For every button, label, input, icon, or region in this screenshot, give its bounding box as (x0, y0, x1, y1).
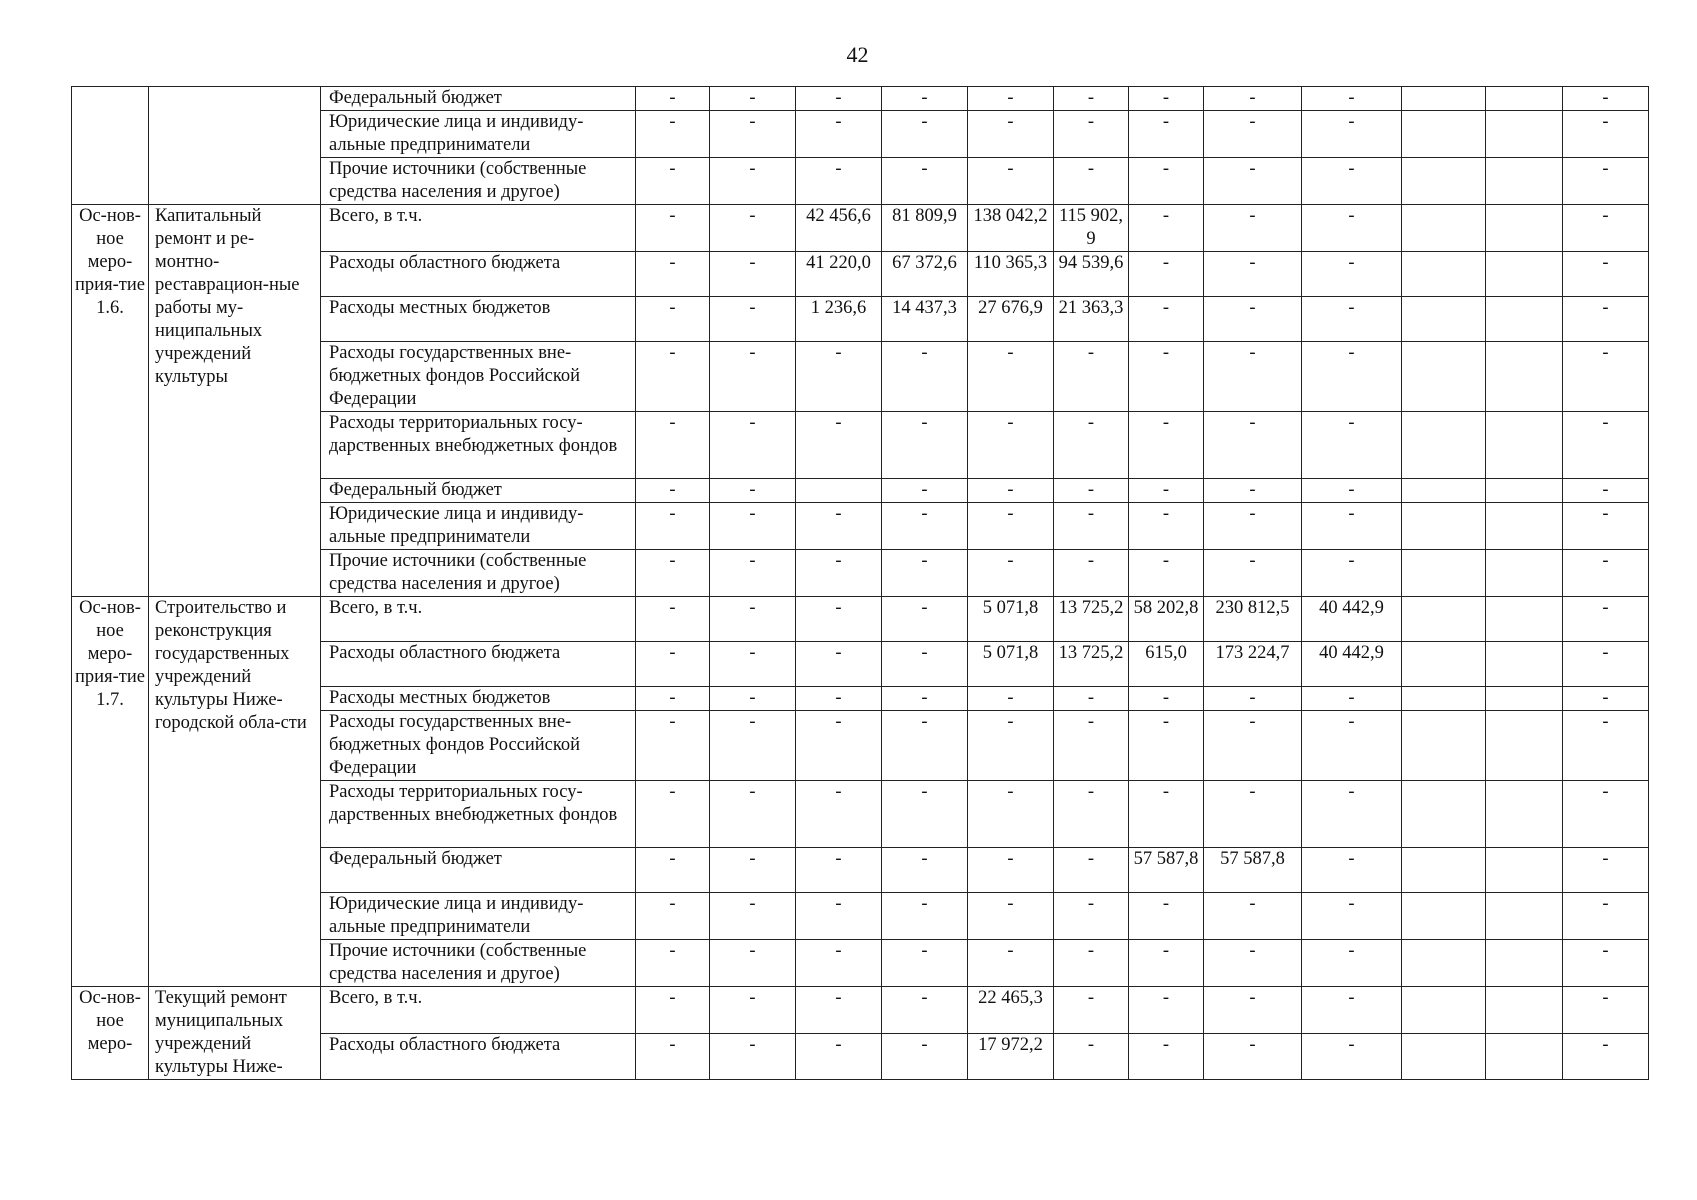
value-cell: - (1204, 111, 1302, 158)
value-cell (1486, 87, 1563, 111)
value-cell: 110 365,3 (968, 252, 1054, 297)
value-cell: - (636, 252, 710, 297)
value-cell (1402, 711, 1486, 781)
value-cell (1402, 848, 1486, 893)
value-cell: 5 071,8 (968, 597, 1054, 642)
value-cell (1486, 848, 1563, 893)
value-cell (1486, 503, 1563, 550)
value-cell: - (636, 642, 710, 687)
value-cell: - (1302, 550, 1402, 597)
value-cell: - (1204, 479, 1302, 503)
value-cell: 17 972,2 (968, 1033, 1054, 1080)
value-cell: - (1563, 205, 1649, 252)
value-cell: - (1563, 893, 1649, 940)
value-cell (1486, 412, 1563, 479)
measure-name-cell (149, 87, 321, 205)
value-cell: - (1129, 87, 1204, 111)
value-cell: - (968, 781, 1054, 848)
value-cell: 13 725,2 (1054, 597, 1129, 642)
value-cell: - (882, 848, 968, 893)
value-cell: - (968, 87, 1054, 111)
value-cell: - (1129, 687, 1204, 711)
value-cell: - (636, 987, 710, 1034)
value-cell: 13 725,2 (1054, 642, 1129, 687)
value-cell: - (636, 342, 710, 412)
value-cell (1486, 297, 1563, 342)
measure-code-cell: Ос-нов-ное меро-прия-тие 1.7. (72, 597, 149, 987)
value-cell: - (636, 479, 710, 503)
value-cell: - (1302, 158, 1402, 205)
value-cell: - (636, 111, 710, 158)
value-cell: - (636, 503, 710, 550)
value-cell: - (796, 642, 882, 687)
value-cell: - (796, 87, 882, 111)
value-cell: - (1563, 642, 1649, 687)
value-cell: - (796, 597, 882, 642)
value-cell: - (796, 503, 882, 550)
value-cell: - (710, 412, 796, 479)
value-cell: - (1204, 711, 1302, 781)
value-cell: - (1204, 412, 1302, 479)
value-cell: - (968, 940, 1054, 987)
value-cell: - (1563, 479, 1649, 503)
funding-source-cell: Расходы территориальных госу-дарственных внебюджетных фондов (321, 781, 636, 848)
value-cell: - (1563, 687, 1649, 711)
value-cell: - (710, 252, 796, 297)
funding-source-cell: Прочие источники (собственные средства населения и другое) (321, 158, 636, 205)
value-cell: - (1563, 87, 1649, 111)
value-cell (1486, 987, 1563, 1034)
value-cell: - (968, 412, 1054, 479)
value-cell: - (1204, 893, 1302, 940)
value-cell: - (1302, 687, 1402, 711)
value-cell: - (636, 848, 710, 893)
funding-source-cell: Расходы государственных вне-бюджетных фондов Российской Федерации (321, 342, 636, 412)
value-cell (1486, 158, 1563, 205)
value-cell: - (1302, 342, 1402, 412)
value-cell: - (796, 412, 882, 479)
value-cell: - (1054, 479, 1129, 503)
measure-name-cell: Текущий ремонт муниципальных учреждений культуры Ниже- (149, 987, 321, 1080)
value-cell: - (1129, 412, 1204, 479)
funding-source-cell: Федеральный бюджет (321, 479, 636, 503)
value-cell: - (710, 987, 796, 1034)
value-cell: - (968, 342, 1054, 412)
value-cell: 57 587,8 (1204, 848, 1302, 893)
measure-code-cell (72, 87, 149, 205)
value-cell: - (796, 848, 882, 893)
value-cell: - (1302, 479, 1402, 503)
value-cell: - (1563, 412, 1649, 479)
value-cell: 41 220,0 (796, 252, 882, 297)
value-cell: - (1563, 158, 1649, 205)
value-cell: - (1563, 297, 1649, 342)
value-cell (1486, 711, 1563, 781)
value-cell: - (1302, 848, 1402, 893)
value-cell: - (882, 642, 968, 687)
value-cell: 138 042,2 (968, 205, 1054, 252)
value-cell: - (636, 687, 710, 711)
value-cell: - (796, 1033, 882, 1080)
value-cell: - (710, 297, 796, 342)
value-cell (1402, 342, 1486, 412)
value-cell: - (968, 479, 1054, 503)
value-cell: - (710, 940, 796, 987)
value-cell: 5 071,8 (968, 642, 1054, 687)
value-cell (1486, 1033, 1563, 1080)
funding-source-cell: Юридические лица и индивиду-альные предприниматели (321, 503, 636, 550)
value-cell: - (882, 158, 968, 205)
value-cell: 27 676,9 (968, 297, 1054, 342)
value-cell: - (1563, 597, 1649, 642)
value-cell: - (882, 342, 968, 412)
value-cell: - (882, 597, 968, 642)
value-cell: - (710, 205, 796, 252)
value-cell: - (1204, 87, 1302, 111)
value-cell: - (796, 711, 882, 781)
value-cell (1402, 687, 1486, 711)
funding-source-cell: Расходы местных бюджетов (321, 297, 636, 342)
value-cell: - (636, 781, 710, 848)
value-cell: - (1204, 158, 1302, 205)
value-cell: - (1563, 252, 1649, 297)
value-cell (1486, 893, 1563, 940)
value-cell: - (1302, 893, 1402, 940)
value-cell: - (1129, 297, 1204, 342)
value-cell: - (1129, 252, 1204, 297)
value-cell: - (636, 412, 710, 479)
value-cell: - (1302, 111, 1402, 158)
value-cell: 67 372,6 (882, 252, 968, 297)
value-cell: - (1129, 205, 1204, 252)
value-cell: - (710, 158, 796, 205)
funding-source-cell: Расходы областного бюджета (321, 1033, 636, 1080)
table-row (72, 87, 1649, 111)
value-cell: - (710, 642, 796, 687)
value-cell: - (796, 940, 882, 987)
value-cell (1402, 297, 1486, 342)
measure-code-cell: Ос-нов-ное меро- (72, 987, 149, 1080)
value-cell: - (1129, 893, 1204, 940)
value-cell: - (796, 158, 882, 205)
value-cell: - (636, 297, 710, 342)
value-cell: - (636, 205, 710, 252)
value-cell: - (1129, 111, 1204, 158)
value-cell: - (1204, 1033, 1302, 1080)
value-cell (1402, 503, 1486, 550)
value-cell (1402, 781, 1486, 848)
page-number: 42 (846, 42, 869, 67)
value-cell: - (1129, 940, 1204, 987)
value-cell: - (882, 503, 968, 550)
funding-source-cell: Расходы областного бюджета (321, 252, 636, 297)
value-cell: - (796, 893, 882, 940)
measure-name-cell: Капитальный ремонт и ре-монтно-реставрацион-ные работы му-ниципальных учреждений культуры (149, 205, 321, 597)
value-cell: - (968, 711, 1054, 781)
value-cell (1402, 158, 1486, 205)
value-cell (1402, 111, 1486, 158)
value-cell: - (1302, 940, 1402, 987)
value-cell (1402, 252, 1486, 297)
value-cell (1486, 111, 1563, 158)
funding-source-cell: Федеральный бюджет (321, 848, 636, 893)
value-cell: - (1563, 111, 1649, 158)
value-cell: 40 442,9 (1302, 597, 1402, 642)
value-cell: - (1302, 711, 1402, 781)
value-cell (1402, 87, 1486, 111)
value-cell: - (1302, 503, 1402, 550)
funding-source-cell: Прочие источники (собственные средства населения и другое) (321, 940, 636, 987)
value-cell: - (710, 848, 796, 893)
value-cell: - (1563, 711, 1649, 781)
value-cell: - (1204, 987, 1302, 1034)
value-cell: - (710, 342, 796, 412)
table-row (72, 205, 1649, 252)
funding-source-cell: Всего, в т.ч. (321, 987, 636, 1034)
funding-source-cell: Расходы областного бюджета (321, 642, 636, 687)
value-cell: - (796, 342, 882, 412)
value-cell (1486, 642, 1563, 687)
value-cell (1402, 597, 1486, 642)
measure-name-cell: Строительство и реконструкция государственных учреждений культуры Ниже-городской обла-сти (149, 597, 321, 987)
value-cell: - (636, 87, 710, 111)
value-cell: - (968, 158, 1054, 205)
value-cell (1402, 550, 1486, 597)
funding-source-cell: Федеральный бюджет (321, 87, 636, 111)
value-cell: - (882, 987, 968, 1034)
table-row (72, 987, 1649, 1034)
value-cell: - (636, 597, 710, 642)
value-cell: - (1129, 479, 1204, 503)
value-cell: - (710, 111, 796, 158)
value-cell: - (710, 550, 796, 597)
value-cell: - (1054, 87, 1129, 111)
value-cell: - (1054, 342, 1129, 412)
value-cell (1486, 342, 1563, 412)
value-cell: - (1129, 342, 1204, 412)
value-cell: - (636, 158, 710, 205)
value-cell (1402, 987, 1486, 1034)
value-cell: - (882, 412, 968, 479)
value-cell: - (1054, 781, 1129, 848)
value-cell (1486, 479, 1563, 503)
value-cell: - (710, 87, 796, 111)
value-cell: - (1054, 412, 1129, 479)
value-cell: 42 456,6 (796, 205, 882, 252)
value-cell (1486, 597, 1563, 642)
value-cell: - (636, 550, 710, 597)
value-cell (1402, 940, 1486, 987)
value-cell: - (1054, 893, 1129, 940)
value-cell: - (1054, 111, 1129, 158)
value-cell: - (1129, 1033, 1204, 1080)
value-cell: - (1563, 1033, 1649, 1080)
value-cell: - (710, 1033, 796, 1080)
value-cell: - (882, 111, 968, 158)
value-cell: - (1054, 940, 1129, 987)
value-cell: 58 202,8 (1129, 597, 1204, 642)
value-cell: 14 437,3 (882, 297, 968, 342)
value-cell: - (1129, 711, 1204, 781)
value-cell: - (710, 597, 796, 642)
value-cell: - (1054, 711, 1129, 781)
value-cell: - (1302, 297, 1402, 342)
value-cell (1402, 642, 1486, 687)
value-cell: - (796, 987, 882, 1034)
value-cell: - (1302, 205, 1402, 252)
value-cell: 40 442,9 (1302, 642, 1402, 687)
value-cell: - (882, 479, 968, 503)
value-cell (1486, 940, 1563, 987)
value-cell: - (636, 940, 710, 987)
value-cell: - (1054, 503, 1129, 550)
table-row (72, 597, 1649, 642)
value-cell: - (1204, 687, 1302, 711)
funding-source-cell: Прочие источники (собственные средства населения и другое) (321, 550, 636, 597)
value-cell (1486, 781, 1563, 848)
value-cell: 57 587,8 (1129, 848, 1204, 893)
value-cell: - (968, 111, 1054, 158)
value-cell: - (968, 893, 1054, 940)
value-cell: - (1563, 550, 1649, 597)
value-cell: 615,0 (1129, 642, 1204, 687)
value-cell: - (636, 1033, 710, 1080)
value-cell: - (1563, 987, 1649, 1034)
value-cell: - (1204, 781, 1302, 848)
funding-source-cell: Всего, в т.ч. (321, 205, 636, 252)
value-cell: 1 236,6 (796, 297, 882, 342)
value-cell: - (1129, 781, 1204, 848)
value-cell: - (882, 893, 968, 940)
value-cell: - (1563, 503, 1649, 550)
funding-source-cell: Расходы государственных вне-бюджетных фондов Российской Федерации (321, 711, 636, 781)
value-cell (1402, 1033, 1486, 1080)
value-cell (796, 479, 882, 503)
value-cell: - (1054, 550, 1129, 597)
value-cell: - (882, 87, 968, 111)
value-cell: - (882, 1033, 968, 1080)
value-cell: - (968, 550, 1054, 597)
value-cell: - (1204, 297, 1302, 342)
value-cell (1486, 205, 1563, 252)
value-cell: - (1563, 940, 1649, 987)
value-cell: - (1302, 1033, 1402, 1080)
value-cell (1402, 479, 1486, 503)
value-cell: - (1563, 848, 1649, 893)
budget-table (71, 86, 1649, 1080)
value-cell: - (968, 503, 1054, 550)
value-cell: - (1302, 252, 1402, 297)
value-cell: - (1054, 687, 1129, 711)
value-cell: 81 809,9 (882, 205, 968, 252)
value-cell: - (636, 893, 710, 940)
funding-source-cell: Юридические лица и индивиду-альные предприниматели (321, 111, 636, 158)
value-cell: - (882, 940, 968, 987)
measure-code-cell: Ос-нов-ное меро-прия-тие 1.6. (72, 205, 149, 597)
value-cell: - (1204, 342, 1302, 412)
value-cell: - (1054, 1033, 1129, 1080)
value-cell: - (1563, 781, 1649, 848)
value-cell (1486, 687, 1563, 711)
value-cell: - (1054, 848, 1129, 893)
value-cell: 21 363,3 (1054, 297, 1129, 342)
value-cell (1402, 893, 1486, 940)
funding-source-cell: Всего, в т.ч. (321, 597, 636, 642)
value-cell: - (882, 781, 968, 848)
value-cell: - (1302, 87, 1402, 111)
value-cell: - (710, 479, 796, 503)
value-cell: 22 465,3 (968, 987, 1054, 1034)
funding-source-cell: Юридические лица и индивиду-альные предприниматели (321, 893, 636, 940)
value-cell: 94 539,6 (1054, 252, 1129, 297)
value-cell: - (710, 781, 796, 848)
value-cell: - (1054, 158, 1129, 205)
value-cell: - (1563, 342, 1649, 412)
value-cell: - (796, 781, 882, 848)
value-cell: - (968, 687, 1054, 711)
value-cell (1486, 252, 1563, 297)
value-cell: - (796, 111, 882, 158)
value-cell: - (710, 503, 796, 550)
value-cell: 115 902,9 (1054, 205, 1129, 252)
value-cell: - (710, 687, 796, 711)
value-cell: - (1204, 503, 1302, 550)
value-cell: - (882, 687, 968, 711)
value-cell: - (1054, 987, 1129, 1034)
value-cell: - (1302, 987, 1402, 1034)
value-cell: - (1204, 940, 1302, 987)
value-cell: - (796, 687, 882, 711)
value-cell (1402, 412, 1486, 479)
value-cell: - (1204, 550, 1302, 597)
value-cell: - (1129, 503, 1204, 550)
value-cell: - (796, 550, 882, 597)
value-cell: - (710, 711, 796, 781)
value-cell (1402, 205, 1486, 252)
table-body (72, 87, 1649, 1080)
value-cell: - (882, 550, 968, 597)
value-cell: - (1129, 550, 1204, 597)
value-cell: - (1302, 412, 1402, 479)
value-cell: - (1129, 158, 1204, 205)
value-cell: - (1302, 781, 1402, 848)
value-cell: - (882, 711, 968, 781)
value-cell: - (1129, 987, 1204, 1034)
funding-source-cell: Расходы территориальных госу-дарственных внебюджетных фондов (321, 412, 636, 479)
funding-source-cell: Расходы местных бюджетов (321, 687, 636, 711)
value-cell: - (968, 848, 1054, 893)
value-cell: - (1204, 252, 1302, 297)
value-cell: - (710, 893, 796, 940)
value-cell: 230 812,5 (1204, 597, 1302, 642)
value-cell: - (1204, 205, 1302, 252)
value-cell (1486, 550, 1563, 597)
value-cell: - (636, 711, 710, 781)
value-cell: 173 224,7 (1204, 642, 1302, 687)
